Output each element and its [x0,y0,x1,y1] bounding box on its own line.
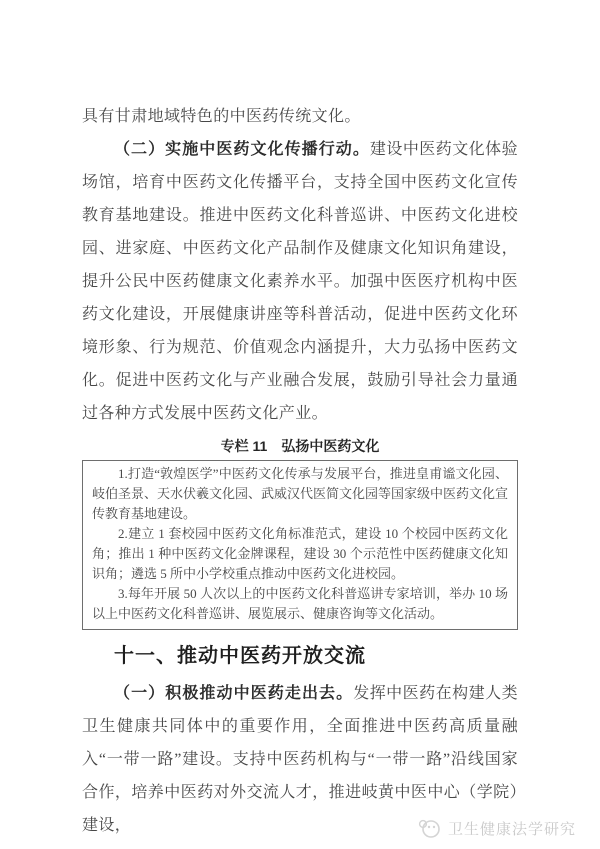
paragraph-lead-label: （一）积极推动中医药走出去。 [114,685,354,702]
watermark [417,817,576,839]
special-column-title: 专栏 11 弘扬中医药文化 [220,438,380,454]
paragraph-lead-label: （二）实施中医药文化传播行动。 [114,141,370,158]
watermark-text: 卫生健康法学研究 [447,820,576,838]
special-column-box [82,460,518,630]
paragraph-culture-dissemination [82,133,518,430]
paragraph-body-text: 发挥中医药在构建人类卫生健康共同体中的重要作用，全面推进中医药高质量融入“一带一路”建设。支持中医药机构与“一带一路”沿线国家合作，培养中医药对外交流人才，推进岐黄中医中心（学院）建设， [82,685,518,834]
paragraph-body-text: 建设中医药文化体验场馆，培育中医药文化传播平台，支持全国中医药文化宣传教育基地建设。推进中医药文化科普巡讲、中医药文化进校园、进家庭、中医药文化产品制作及健康文化知识角建设，提升公民中医药健康文化素养水平。加强中医医疗机构中医药文化建设，开展健康讲座等科普活动，促进中医药文化环境形象、行为规范、价值观念内涵提升，大力弘扬中医药文化。促进中医药文化与产业融合发展，鼓励引导社会力量通过各种方式发展中医药文化产业。 [82,141,518,422]
paragraph-continuation: 具有甘肃地域特色的中医药传统文化。 [82,108,361,125]
box-item-3: 3.每年开展 50 人次以上的中医药文化科普巡讲专家培训，举办 10 场以上中医药文化科普巡讲、展览展示、健康咨询等文化活动。 [92,586,508,621]
publisher-logo-icon [417,817,443,839]
box-item-2: 2.建立 1 套校园中医药文化角标准范式，建设 10 个校园中医药文化角；推出 1 种中医药文化金牌课程，建设 30 个示范性中医药健康文化知识角；遴选 5 所中小学校重点推动中医药文化进校园。 [92,526,508,581]
section-heading: 十一、推动中医药开放交流 [114,645,366,667]
box-item-1: 1.打造“敦煌医学”中医药文化传承与发展平台，推进皇甫谧文化园、岐伯圣景、天水伏羲文化园、武威汉代医简文化园等国家级中医药文化宣传教育基地建设。 [92,466,509,521]
